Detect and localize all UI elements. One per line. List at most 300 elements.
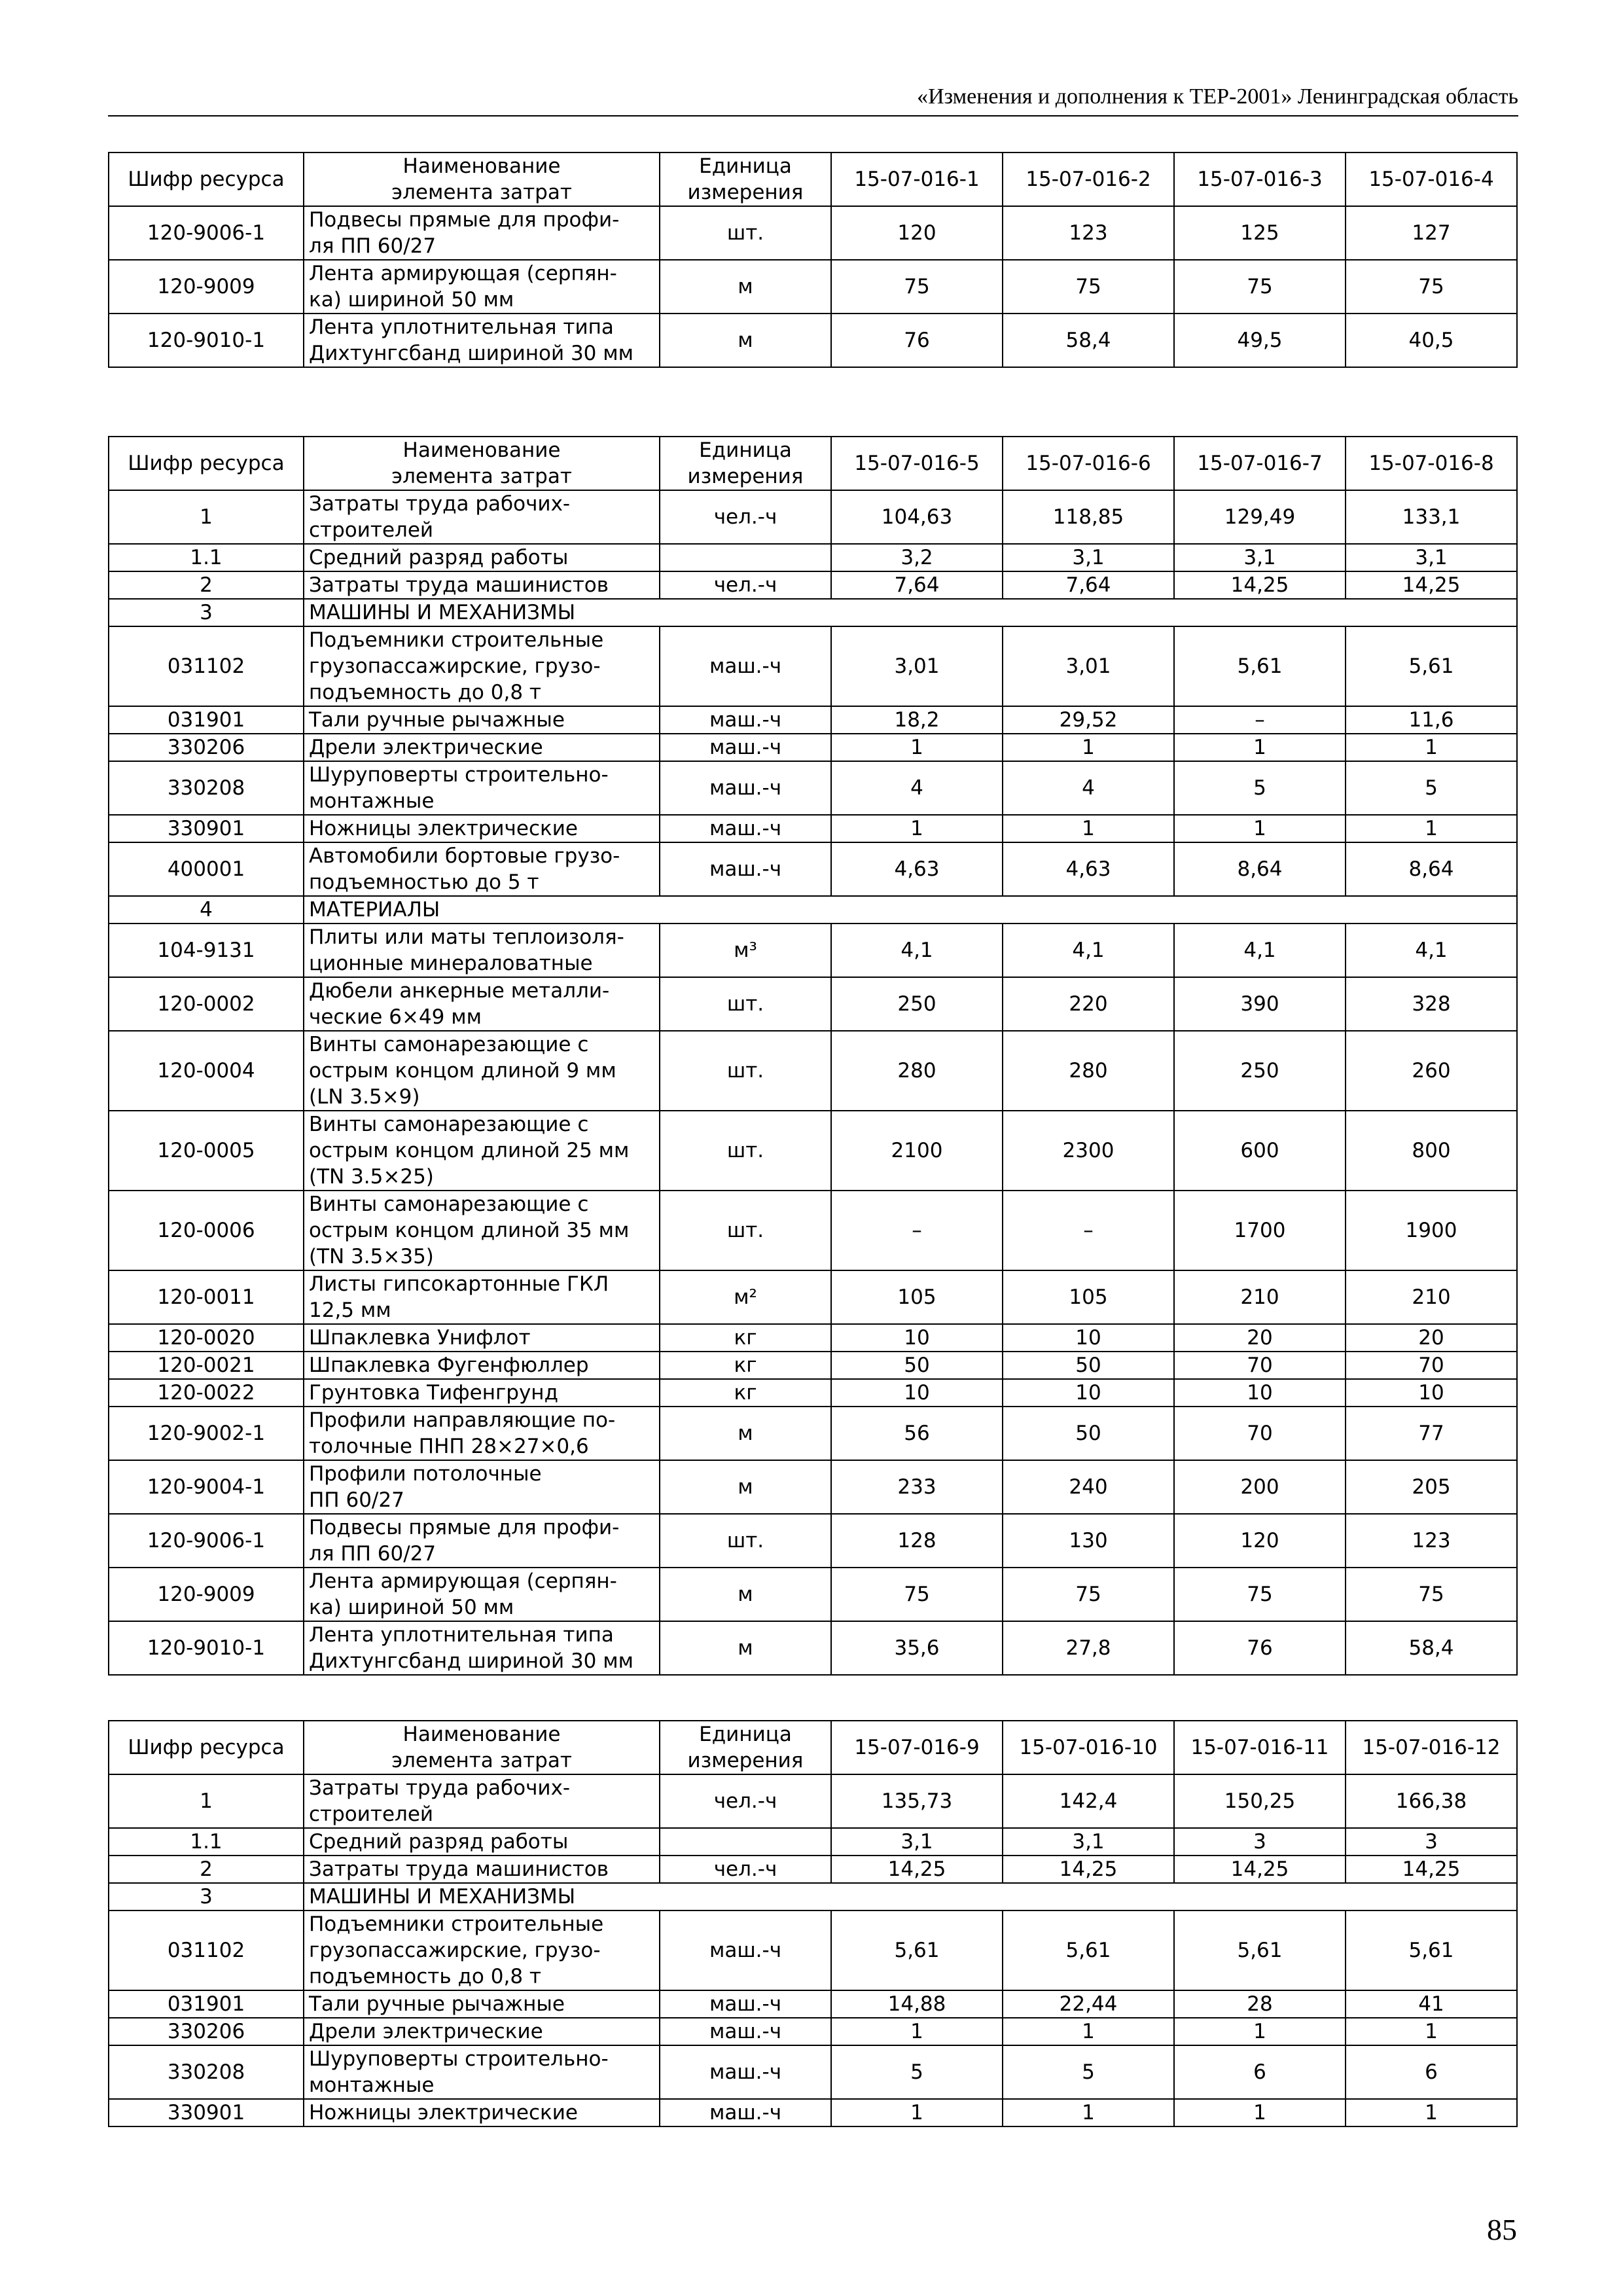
resource-code: 330206 [109, 734, 304, 761]
norm-value: 27,8 [1003, 1621, 1174, 1675]
norm-value: 56 [831, 1407, 1003, 1460]
table-row [109, 2045, 1517, 2099]
column-header: Шифр ресурса [109, 1721, 304, 1774]
norm-value: 76 [831, 314, 1003, 367]
norm-value: 4 [1003, 761, 1174, 815]
unit: м² [660, 1270, 831, 1324]
cost-element-name: Затраты труда машинистов [304, 1856, 660, 1883]
resource-code: 2 [109, 571, 304, 599]
norm-value: 210 [1174, 1270, 1346, 1324]
norm-value: 105 [831, 1270, 1003, 1324]
cost-element-name: Винты самонарезающие с острым концом длиной 9 мм (LN 3.5×9) [304, 1031, 660, 1111]
cost-element-name: Подъемники строительные грузопассажирские, грузо- подъемность до 0,8 т [304, 626, 660, 706]
unit: кг [660, 1352, 831, 1379]
unit: м [660, 260, 831, 314]
page-number: 85 [1487, 2213, 1517, 2246]
resource-code: 330206 [109, 2018, 304, 2045]
unit: маш.-ч [660, 2018, 831, 2045]
cost-element-name: Дрели электрические [304, 734, 660, 761]
norm-value: 10 [1003, 1379, 1174, 1407]
table-row [109, 1568, 1517, 1621]
norm-value: 5,61 [1174, 1910, 1346, 1990]
table-row [109, 924, 1517, 977]
norm-value: 1 [1174, 2099, 1346, 2126]
resource-code: 400001 [109, 842, 304, 896]
norm-value: 11,6 [1346, 706, 1517, 734]
table-row [109, 1031, 1517, 1111]
norm-value: 800 [1346, 1111, 1517, 1191]
unit: маш.-ч [660, 734, 831, 761]
norm-value: 280 [1003, 1031, 1174, 1111]
norm-value: 6 [1174, 2045, 1346, 2099]
unit: шт. [660, 977, 831, 1031]
resource-code: 120-9009 [109, 260, 304, 314]
norm-value: 3,1 [1346, 544, 1517, 571]
norm-value: 41 [1346, 1990, 1517, 2018]
column-header: Единица измерения [660, 1721, 831, 1774]
norm-value: 125 [1174, 206, 1346, 260]
norm-value: 14,88 [831, 1990, 1003, 2018]
table-row [109, 1324, 1517, 1352]
norm-value: 4,1 [1174, 924, 1346, 977]
norm-value: 250 [1174, 1031, 1346, 1111]
cost-element-name: Средний разряд работы [304, 1828, 660, 1856]
norm-value: 3,1 [1003, 1828, 1174, 1856]
norm-value: 14,25 [831, 1856, 1003, 1883]
norm-value: 1 [1174, 815, 1346, 842]
norm-value: 4,1 [831, 924, 1003, 977]
cost-element-name: Затраты труда машинистов [304, 571, 660, 599]
table-row [109, 490, 1517, 544]
cost-element-name: Лента уплотнительная типа Дихтунгсбанд шириной 30 мм [304, 1621, 660, 1675]
resource-code: 4 [109, 896, 304, 924]
norm-value: 210 [1346, 1270, 1517, 1324]
unit: м [660, 1407, 831, 1460]
resource-code: 031102 [109, 1910, 304, 1990]
norm-value: – [831, 1191, 1003, 1270]
norm-value: 2300 [1003, 1111, 1174, 1191]
cost-element-name: Плиты или маты теплоизоля- ционные минераловатные [304, 924, 660, 977]
norm-value: 220 [1003, 977, 1174, 1031]
table-row [109, 544, 1517, 571]
norm-value: 76 [1174, 1621, 1346, 1675]
resource-code: 120-0004 [109, 1031, 304, 1111]
resource-code: 1.1 [109, 544, 304, 571]
unit: маш.-ч [660, 1910, 831, 1990]
resource-code: 120-9009 [109, 1568, 304, 1621]
norm-value: 70 [1174, 1352, 1346, 1379]
unit: шт. [660, 1191, 831, 1270]
table-row [109, 1191, 1517, 1270]
cost-element-name: Лента уплотнительная типа Дихтунгсбанд шириной 30 мм [304, 314, 660, 367]
cost-element-name: Лента армирующая (серпян- ка) шириной 50 мм [304, 1568, 660, 1621]
resource-code: 2 [109, 1856, 304, 1883]
norm-value: 250 [831, 977, 1003, 1031]
resource-code: 120-9006-1 [109, 1514, 304, 1568]
column-header: Единица измерения [660, 437, 831, 490]
unit: маш.-ч [660, 2045, 831, 2099]
column-header: Шифр ресурса [109, 152, 304, 206]
column-header: 15-07-016-12 [1346, 1721, 1517, 1774]
norm-value: 10 [1174, 1379, 1346, 1407]
norm-value: 75 [831, 260, 1003, 314]
table-row [109, 1460, 1517, 1514]
norm-value: 5,61 [1174, 626, 1346, 706]
norm-value: 130 [1003, 1514, 1174, 1568]
norm-value: 166,38 [1346, 1774, 1517, 1828]
norm-value: 50 [1003, 1407, 1174, 1460]
norm-value: 4,1 [1346, 924, 1517, 977]
norm-value: 200 [1174, 1460, 1346, 1514]
column-header: Единица измерения [660, 152, 831, 206]
norm-value: 7,64 [831, 571, 1003, 599]
norm-value: 50 [1003, 1352, 1174, 1379]
resource-code: 031901 [109, 1990, 304, 2018]
norm-value: 5 [1346, 761, 1517, 815]
unit: кг [660, 1324, 831, 1352]
norm-value: 3,2 [831, 544, 1003, 571]
resource-code: 120-9006-1 [109, 206, 304, 260]
resource-code: 104-9131 [109, 924, 304, 977]
unit: маш.-ч [660, 626, 831, 706]
column-header: Наименование элемента затрат [304, 1721, 660, 1774]
table-row [109, 314, 1517, 367]
resource-code: 1 [109, 1774, 304, 1828]
unit: маш.-ч [660, 2099, 831, 2126]
norm-value: 3 [1174, 1828, 1346, 1856]
norm-value: 29,52 [1003, 706, 1174, 734]
column-header: 15-07-016-5 [831, 437, 1003, 490]
unit: м³ [660, 924, 831, 977]
resource-code: 120-9010-1 [109, 1621, 304, 1675]
norm-value: 1 [1003, 815, 1174, 842]
norm-value: 120 [1174, 1514, 1346, 1568]
norm-value: 5,61 [1346, 1910, 1517, 1990]
cost-element-name: Профили потолочные ПП 60/27 [304, 1460, 660, 1514]
norm-value: 7,64 [1003, 571, 1174, 599]
norm-value: 6 [1346, 2045, 1517, 2099]
cost-element-name: Дрели электрические [304, 2018, 660, 2045]
column-header: Наименование элемента затрат [304, 152, 660, 206]
norm-value: 1 [1174, 734, 1346, 761]
table-row [109, 761, 1517, 815]
unit: чел.-ч [660, 490, 831, 544]
cost-element-name: Затраты труда рабочих- строителей [304, 1774, 660, 1828]
table-row [109, 260, 1517, 314]
norm-value: 105 [1003, 1270, 1174, 1324]
norm-value: 22,44 [1003, 1990, 1174, 2018]
running-header: «Изменения и дополнения к ТЕР-2001» Ленинградская область [108, 82, 1518, 117]
norm-value: 390 [1174, 977, 1346, 1031]
cost-element-name: Тали ручные рычажные [304, 706, 660, 734]
cost-element-name: Шпаклевка Унифлот [304, 1324, 660, 1352]
norm-value: 120 [831, 206, 1003, 260]
norm-value: 104,63 [831, 490, 1003, 544]
section-title: МАШИНЫ И МЕХАНИЗМЫ [304, 1883, 1517, 1910]
norm-value: 123 [1003, 206, 1174, 260]
norm-value: 14,25 [1003, 1856, 1174, 1883]
table-row [109, 842, 1517, 896]
table-row [109, 1910, 1517, 1990]
norm-value: 58,4 [1003, 314, 1174, 367]
cost-element-name: Шуруповерты строительно- монтажные [304, 761, 660, 815]
norm-value: 123 [1346, 1514, 1517, 1568]
table-row [109, 1828, 1517, 1856]
norm-value: 133,1 [1346, 490, 1517, 544]
cost-element-name: Тали ручные рычажные [304, 1990, 660, 2018]
table-row [109, 1407, 1517, 1460]
cost-element-name: Шуруповерты строительно- монтажные [304, 2045, 660, 2099]
norm-value: 75 [1174, 260, 1346, 314]
norm-value: 35,6 [831, 1621, 1003, 1675]
norm-value: 75 [1174, 1568, 1346, 1621]
norm-value: 142,4 [1003, 1774, 1174, 1828]
resource-code: 1.1 [109, 1828, 304, 1856]
norm-value: 1 [1346, 2018, 1517, 2045]
resource-table-2 [108, 436, 1518, 1676]
section-title: МАТЕРИАЛЫ [304, 896, 1517, 924]
table-row [109, 1856, 1517, 1883]
unit: кг [660, 1379, 831, 1407]
resource-code: 330208 [109, 2045, 304, 2099]
resource-code: 1 [109, 490, 304, 544]
unit: м [660, 1621, 831, 1675]
table-row [109, 2099, 1517, 2126]
norm-value: 2100 [831, 1111, 1003, 1191]
norm-value: 77 [1346, 1407, 1517, 1460]
norm-value: 1 [1346, 2099, 1517, 2126]
resource-code: 120-9002-1 [109, 1407, 304, 1460]
norm-value: 4,1 [1003, 924, 1174, 977]
resource-code: 031901 [109, 706, 304, 734]
column-header: 15-07-016-2 [1003, 152, 1174, 206]
norm-value: 280 [831, 1031, 1003, 1111]
unit: м [660, 314, 831, 367]
norm-value: 1 [1346, 815, 1517, 842]
column-header: Наименование элемента затрат [304, 437, 660, 490]
norm-value: 1 [1003, 2018, 1174, 2045]
table-header-row [109, 437, 1517, 490]
norm-value: 5 [831, 2045, 1003, 2099]
norm-value: 75 [1346, 260, 1517, 314]
norm-value: 5,61 [1346, 626, 1517, 706]
cost-element-name: Грунтовка Тифенгрунд [304, 1379, 660, 1407]
cost-element-name: Лента армирующая (серпян- ка) шириной 50 мм [304, 260, 660, 314]
norm-value: 70 [1346, 1352, 1517, 1379]
norm-value: 10 [831, 1324, 1003, 1352]
resource-code: 120-9010-1 [109, 314, 304, 367]
norm-value: 75 [1003, 260, 1174, 314]
norm-value: 260 [1346, 1031, 1517, 1111]
unit: м [660, 1568, 831, 1621]
table-row [109, 706, 1517, 734]
unit: чел.-ч [660, 1774, 831, 1828]
norm-value: 75 [1346, 1568, 1517, 1621]
norm-value: 10 [831, 1379, 1003, 1407]
norm-value: 128 [831, 1514, 1003, 1568]
norm-value: 40,5 [1346, 314, 1517, 367]
norm-value: 18,2 [831, 706, 1003, 734]
column-header: 15-07-016-7 [1174, 437, 1346, 490]
unit: маш.-ч [660, 1990, 831, 2018]
resource-code: 3 [109, 599, 304, 626]
cost-element-name: Винты самонарезающие с острым концом длиной 25 мм (TN 3.5×25) [304, 1111, 660, 1191]
section-row [109, 1883, 1517, 1910]
cost-element-name: Автомобили бортовые грузо- подъемностью до 5 т [304, 842, 660, 896]
unit: шт. [660, 206, 831, 260]
norm-value: 129,49 [1174, 490, 1346, 544]
cost-element-name: Средний разряд работы [304, 544, 660, 571]
norm-value: 135,73 [831, 1774, 1003, 1828]
norm-value: 4,63 [831, 842, 1003, 896]
resource-code: 031102 [109, 626, 304, 706]
column-header: 15-07-016-6 [1003, 437, 1174, 490]
column-header: 15-07-016-9 [831, 1721, 1003, 1774]
resource-code: 3 [109, 1883, 304, 1910]
table-row [109, 626, 1517, 706]
norm-value: 14,25 [1346, 571, 1517, 599]
table-header-row [109, 1721, 1517, 1774]
norm-value: 1 [1003, 2099, 1174, 2126]
norm-value: 1 [831, 734, 1003, 761]
norm-value: 50 [831, 1352, 1003, 1379]
norm-value: 3,1 [831, 1828, 1003, 1856]
column-header: 15-07-016-11 [1174, 1721, 1346, 1774]
norm-value: 1 [1003, 734, 1174, 761]
norm-value: 1 [1346, 734, 1517, 761]
cost-element-name: Ножницы электрические [304, 2099, 660, 2126]
unit: маш.-ч [660, 842, 831, 896]
resource-code: 120-0006 [109, 1191, 304, 1270]
resource-code: 120-0011 [109, 1270, 304, 1324]
table-row [109, 1514, 1517, 1568]
unit: чел.-ч [660, 571, 831, 599]
table-row [109, 1270, 1517, 1324]
resource-table-1 [108, 152, 1518, 368]
norm-value: 205 [1346, 1460, 1517, 1514]
norm-value: 1 [1174, 2018, 1346, 2045]
table-row [109, 1621, 1517, 1675]
resource-code: 120-9004-1 [109, 1460, 304, 1514]
column-header: 15-07-016-4 [1346, 152, 1517, 206]
column-header: 15-07-016-8 [1346, 437, 1517, 490]
unit: шт. [660, 1111, 831, 1191]
norm-value: 3,01 [1003, 626, 1174, 706]
cost-element-name: Подвесы прямые для профи- ля ПП 60/27 [304, 206, 660, 260]
norm-value: 600 [1174, 1111, 1346, 1191]
resource-code: 120-0022 [109, 1379, 304, 1407]
norm-value: 70 [1174, 1407, 1346, 1460]
table-header-row [109, 152, 1517, 206]
cost-element-name: Винты самонарезающие с острым концом длиной 35 мм (TN 3.5×35) [304, 1191, 660, 1270]
norm-value: – [1003, 1191, 1174, 1270]
unit: м [660, 1460, 831, 1514]
norm-value: 328 [1346, 977, 1517, 1031]
table-row [109, 1111, 1517, 1191]
table-row [109, 1990, 1517, 2018]
cost-element-name: Подвесы прямые для профи- ля ПП 60/27 [304, 1514, 660, 1568]
norm-value: 58,4 [1346, 1621, 1517, 1675]
norm-value: 118,85 [1003, 490, 1174, 544]
norm-value: 1 [831, 2099, 1003, 2126]
norm-value: 3,01 [831, 626, 1003, 706]
norm-value: 3,1 [1174, 544, 1346, 571]
resource-code: 120-0002 [109, 977, 304, 1031]
table-row [109, 1352, 1517, 1379]
section-row [109, 599, 1517, 626]
norm-value: 4 [831, 761, 1003, 815]
cost-element-name: Подъемники строительные грузопассажирские, грузо- подъемность до 0,8 т [304, 1910, 660, 1990]
norm-value: 20 [1346, 1324, 1517, 1352]
norm-value: 240 [1003, 1460, 1174, 1514]
norm-value: 1900 [1346, 1191, 1517, 1270]
resource-code: 330901 [109, 2099, 304, 2126]
norm-value: 10 [1003, 1324, 1174, 1352]
norm-value: 3,1 [1003, 544, 1174, 571]
resource-table-3 [108, 1720, 1518, 2127]
resource-code: 120-0020 [109, 1324, 304, 1352]
norm-value: 28 [1174, 1990, 1346, 2018]
norm-value: 8,64 [1174, 842, 1346, 896]
unit: маш.-ч [660, 815, 831, 842]
norm-value: 4,63 [1003, 842, 1174, 896]
norm-value: 75 [831, 1568, 1003, 1621]
norm-value: 14,25 [1174, 571, 1346, 599]
resource-code: 330901 [109, 815, 304, 842]
cost-element-name: Шпаклевка Фугенфюллер [304, 1352, 660, 1379]
unit [660, 544, 831, 571]
cost-element-name: Листы гипсокартонные ГКЛ 12,5 мм [304, 1270, 660, 1324]
norm-value: 1 [831, 815, 1003, 842]
table-row [109, 206, 1517, 260]
column-header: 15-07-016-3 [1174, 152, 1346, 206]
unit: маш.-ч [660, 706, 831, 734]
norm-value: 5,61 [1003, 1910, 1174, 1990]
norm-value: 3 [1346, 1828, 1517, 1856]
table-row [109, 2018, 1517, 2045]
norm-value: 127 [1346, 206, 1517, 260]
norm-value: – [1174, 706, 1346, 734]
table-row [109, 1774, 1517, 1828]
norm-value: 5 [1003, 2045, 1174, 2099]
table-row [109, 571, 1517, 599]
unit [660, 1828, 831, 1856]
norm-value: 75 [1003, 1568, 1174, 1621]
table-row [109, 1379, 1517, 1407]
resource-code: 330208 [109, 761, 304, 815]
cost-element-name: Ножницы электрические [304, 815, 660, 842]
norm-value: 5 [1174, 761, 1346, 815]
unit: маш.-ч [660, 761, 831, 815]
norm-value: 20 [1174, 1324, 1346, 1352]
column-header: 15-07-016-1 [831, 152, 1003, 206]
section-row [109, 896, 1517, 924]
norm-value: 233 [831, 1460, 1003, 1514]
norm-value: 14,25 [1174, 1856, 1346, 1883]
norm-value: 1 [831, 2018, 1003, 2045]
table-row [109, 734, 1517, 761]
unit: чел.-ч [660, 1856, 831, 1883]
column-header: Шифр ресурса [109, 437, 304, 490]
unit: шт. [660, 1514, 831, 1568]
section-title: МАШИНЫ И МЕХАНИЗМЫ [304, 599, 1517, 626]
norm-value: 10 [1346, 1379, 1517, 1407]
norm-value: 14,25 [1346, 1856, 1517, 1883]
norm-value: 5,61 [831, 1910, 1003, 1990]
norm-value: 1700 [1174, 1191, 1346, 1270]
cost-element-name: Затраты труда рабочих- строителей [304, 490, 660, 544]
resource-code: 120-0021 [109, 1352, 304, 1379]
